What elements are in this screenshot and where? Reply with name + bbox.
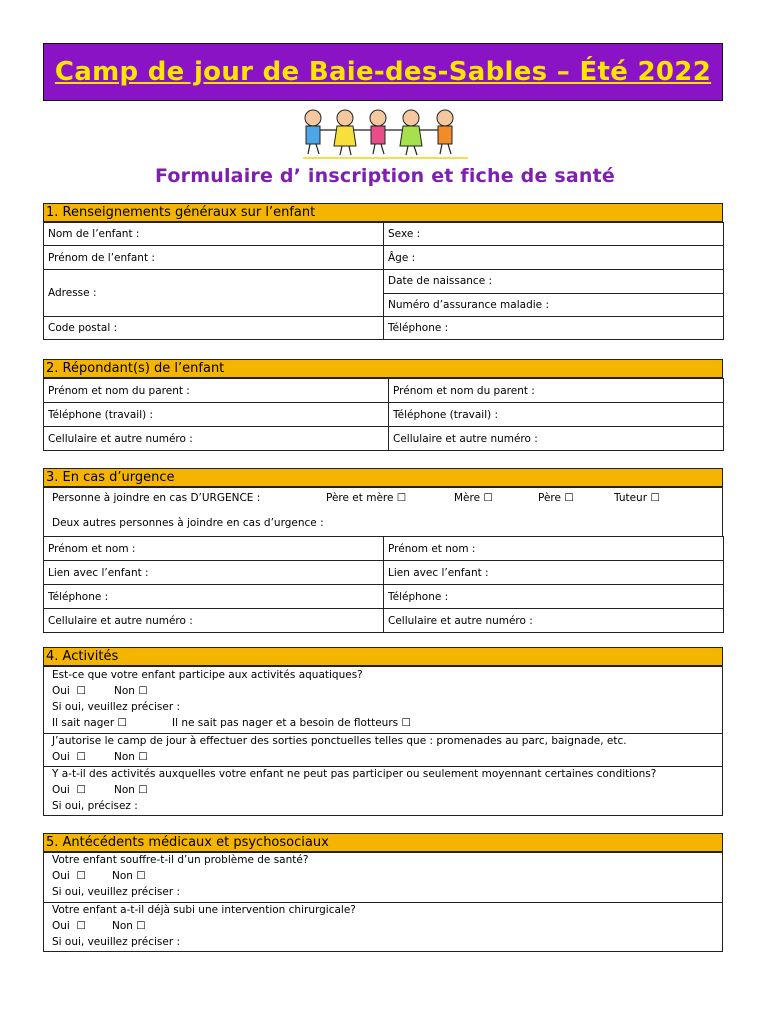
checkbox-icon[interactable]: ☐ (138, 784, 148, 796)
checkbox-icon[interactable]: ☐ (483, 492, 493, 504)
yes-label: Oui (52, 685, 70, 697)
title-banner (43, 43, 723, 101)
form-subtitle: Formulaire d’ inscription et fiche de santé (155, 165, 615, 187)
no-label: Non (114, 685, 135, 697)
divider (44, 733, 722, 734)
contact2-cell-field[interactable]: Cellulaire et autre numéro : (384, 609, 724, 633)
checkbox-icon[interactable]: ☐ (76, 920, 86, 932)
option-both-parents-label: Père et mère (326, 492, 394, 504)
no-label: Non (114, 784, 135, 796)
checkbox-icon[interactable]: ☐ (76, 685, 86, 697)
restricted-no-option[interactable] (114, 784, 148, 796)
health-no-option[interactable] (112, 870, 146, 882)
can-swim-label: Il sait nager (52, 717, 115, 729)
activities-box (43, 666, 723, 816)
outings-yes-option[interactable] (52, 751, 86, 763)
parent2-name-field[interactable]: Prénom et nom du parent : (389, 379, 724, 403)
section5-heading: 5. Antécédents médicaux et psychosociaux (43, 833, 723, 852)
parent2-work-phone-field[interactable]: Téléphone (travail) : (389, 403, 724, 427)
section2-heading: 2. Répondant(s) de l’enfant (43, 359, 723, 378)
checkbox-icon[interactable]: ☐ (76, 784, 86, 796)
checkbox-icon[interactable]: ☐ (396, 492, 407, 504)
no-label: Non (114, 751, 135, 763)
child-lastname-field[interactable]: Nom de l’enfant : (44, 223, 384, 246)
surgery-no-option[interactable] (112, 920, 146, 932)
section1-heading: 1. Renseignements généraux sur l’enfant (43, 203, 723, 222)
can-swim-option[interactable] (52, 717, 127, 729)
checkbox-icon[interactable]: ☐ (136, 920, 146, 932)
parent1-name-field[interactable]: Prénom et nom du parent : (44, 379, 389, 403)
surgery-question: Votre enfant a-t-il déjà subi une intervention chirurgicale? (52, 904, 356, 916)
health-problem-question: Votre enfant souffre-t-il d’un problème de santé? (52, 854, 309, 866)
birthdate-field[interactable]: Date de naissance : (384, 270, 724, 294)
emergency-contact-box (43, 487, 723, 537)
cannot-swim-option[interactable] (172, 717, 411, 729)
outings-question: J’autorise le camp de jour à effectuer des sorties ponctuelles telles que : promenades au parc, baignade, etc. (52, 735, 627, 747)
yes-label: Oui (52, 920, 70, 932)
checkbox-icon[interactable]: ☐ (401, 717, 411, 729)
sex-field[interactable]: Sexe : (384, 223, 724, 246)
yes-label: Oui (52, 870, 70, 882)
cannot-swim-label: Il ne sait pas nager et a besoin de flotteurs (172, 717, 399, 729)
checkbox-icon[interactable]: ☐ (650, 492, 660, 504)
section3-heading: 3. En cas d’urgence (43, 468, 723, 487)
section1-table (43, 222, 724, 340)
option-mother[interactable] (454, 492, 493, 504)
checkbox-icon[interactable]: ☐ (138, 751, 148, 763)
no-label: Non (112, 870, 133, 882)
parent1-work-phone-field[interactable]: Téléphone (travail) : (44, 403, 389, 427)
yes-label: Oui (52, 751, 70, 763)
postal-code-field[interactable]: Code postal : (44, 317, 384, 340)
divider (44, 766, 722, 767)
outings-no-option[interactable] (114, 751, 148, 763)
contact1-name-field[interactable]: Prénom et nom : (44, 537, 384, 561)
age-field[interactable]: Âge : (384, 246, 724, 270)
contact1-cell-field[interactable]: Cellulaire et autre numéro : (44, 609, 384, 633)
section4-heading: 4. Activités (43, 647, 723, 666)
medical-history-box (43, 852, 723, 952)
aquatic-yes-option[interactable] (52, 685, 86, 697)
section2-table (43, 378, 724, 451)
yes-label: Oui (52, 784, 70, 796)
restricted-activities-question: Y a-t-il des activités auxquelles votre enfant ne peut pas participer ou seulement moyennant certaines conditions? (52, 768, 657, 780)
option-guardian[interactable] (614, 492, 660, 504)
other-contacts-label: Deux autres personnes à joindre en cas d’urgence : (52, 517, 324, 529)
section3-table (43, 536, 724, 633)
contact2-name-field[interactable]: Prénom et nom : (384, 537, 724, 561)
parent2-cell-field[interactable]: Cellulaire et autre numéro : (389, 427, 724, 451)
contact2-phone-field[interactable]: Téléphone : (384, 585, 724, 609)
surgery-precise-label: Si oui, veuillez préciser : (52, 936, 181, 948)
divider (44, 902, 722, 903)
option-guardian-label: Tuteur (614, 492, 648, 504)
surgery-yes-option[interactable] (52, 920, 86, 932)
aquatic-question: Est-ce que votre enfant participe aux activités aquatiques? (52, 669, 363, 681)
restricted-precise-label: Si oui, précisez : (52, 800, 138, 812)
checkbox-icon[interactable]: ☐ (76, 751, 86, 763)
parent1-cell-field[interactable]: Cellulaire et autre numéro : (44, 427, 389, 451)
children-illustration (293, 106, 473, 160)
no-label: Non (112, 920, 133, 932)
checkbox-icon[interactable]: ☐ (564, 492, 574, 504)
contact1-relation-field[interactable]: Lien avec l’enfant : (44, 561, 384, 585)
phone-field[interactable]: Téléphone : (384, 317, 724, 340)
contact2-relation-field[interactable]: Lien avec l’enfant : (384, 561, 724, 585)
child-firstname-field[interactable]: Prénom de l’enfant : (44, 246, 384, 270)
page-title: Camp de jour de Baie-des-Sables – Été 2022 (54, 57, 712, 87)
restricted-yes-option[interactable] (52, 784, 86, 796)
address-field[interactable]: Adresse : (44, 270, 384, 317)
contact1-phone-field[interactable]: Téléphone : (44, 585, 384, 609)
health-insurance-field[interactable]: Numéro d’assurance maladie : (384, 293, 724, 317)
aquatic-no-option[interactable] (114, 685, 148, 697)
option-father[interactable] (538, 492, 574, 504)
option-both-parents[interactable] (326, 492, 406, 504)
checkbox-icon[interactable]: ☐ (76, 870, 86, 882)
checkbox-icon[interactable]: ☐ (117, 717, 127, 729)
option-father-label: Père (538, 492, 561, 504)
checkbox-icon[interactable]: ☐ (136, 870, 146, 882)
health-yes-option[interactable] (52, 870, 86, 882)
option-mother-label: Mère (454, 492, 481, 504)
emergency-contact-label: Personne à joindre en cas D’URGENCE : (52, 492, 261, 504)
health-precise-label: Si oui, veuillez préciser : (52, 886, 181, 898)
checkbox-icon[interactable]: ☐ (138, 685, 148, 697)
aquatic-precise-label: Si oui, veuillez préciser : (52, 701, 181, 713)
